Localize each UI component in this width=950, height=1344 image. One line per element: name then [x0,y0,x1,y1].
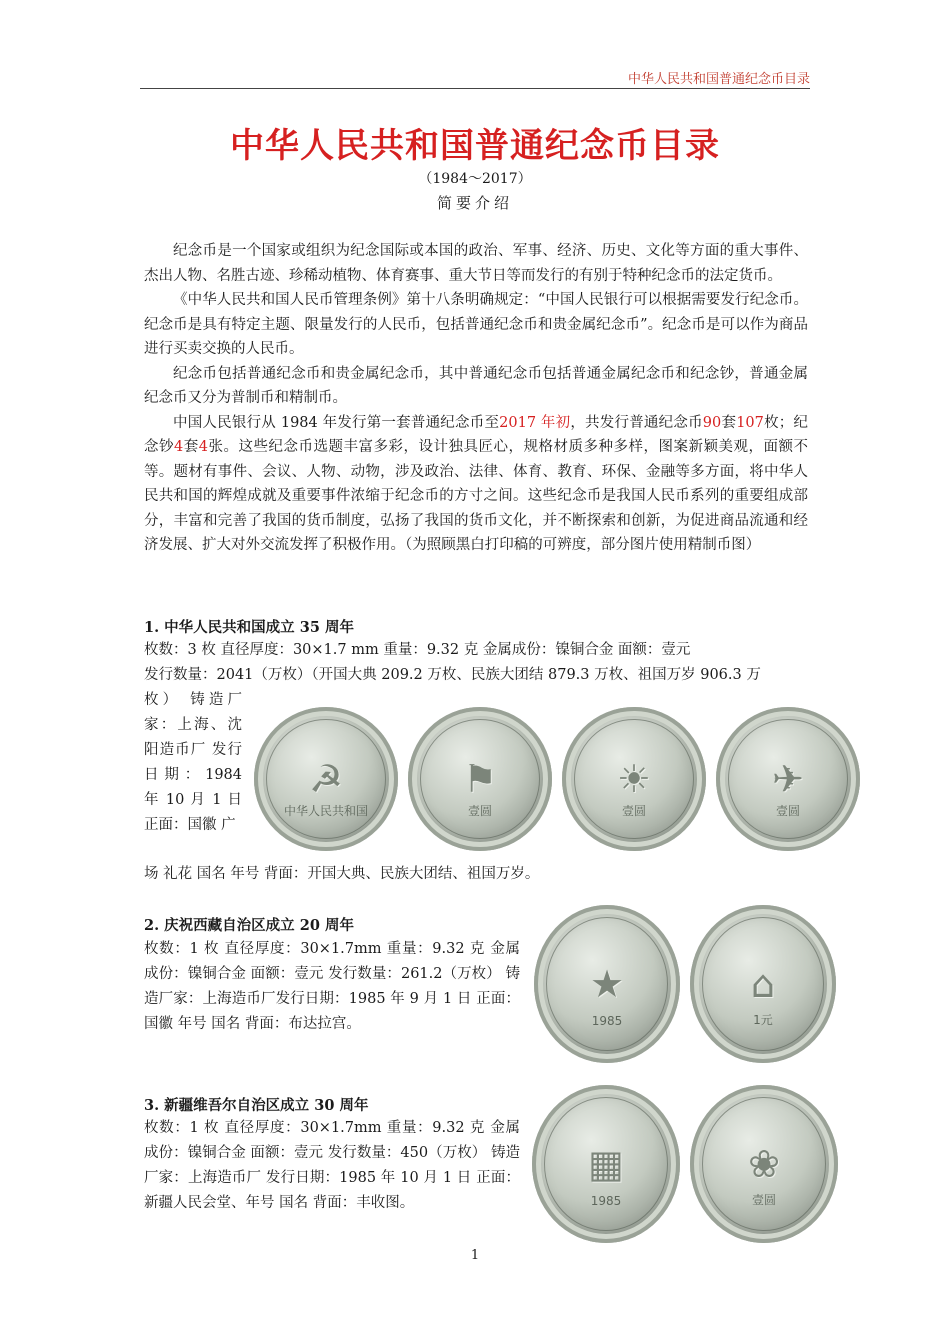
intro-paragraph-1: 纪念币是一个国家或组织为纪念国际或本国的政治、军事、经济、历史、文化等方面的重大事件、杰出人物、名胜古迹、珍稀动植物、体育赛事、重大节日等而发行的有别于特种纪念币的法定货币。 [144,243,808,284]
intro-text [144,239,808,558]
coin-image: ❀ 壹圆 [690,1085,838,1243]
intro-paragraph-3: 纪念币包括普通纪念币和贵金属纪念币，其中普通纪念币包括普通金属纪念币和纪念钞，普通金属纪念币又分为普制币和精制币。 [144,365,808,406]
intro-paragraph-2: 《中华人民共和国人民币管理条例》第十八条明确规定：“中国人民银行可以根据需要发行纪念币。纪念币是具有特定主题、限量发行的人民币，包括普通纪念币和贵金属纪念币”。纪念币是可以作为商品进行买卖交换的人民币。 [144,292,808,357]
coin-image: ☭ 中华人民共和国 [254,707,398,851]
coin-image: ★ 1985 [534,905,680,1063]
coin-image: ☀ 壹圆 [562,707,706,851]
running-header [140,68,810,89]
page-title: 中华人民共和国普通纪念币目录 [230,126,720,166]
item-2-heading: 2. 庆祝西藏自治区成立 20 周年 [144,917,354,934]
item-1-line-1: 枚数：3 枚 直径厚度：30×1.7 mm 重量：9.32 克 金属成份：镍铜合金 面额：壹元 [144,642,691,658]
item-3-heading: 3. 新疆维吾尔自治区成立 30 周年 [144,1097,369,1114]
item-1-side-text: 枚） 铸造厂家：上海、沈阳造币厂 发行日期：1984 年 10 月 1 日 正面：国徽 广 [144,692,242,833]
coin-image: ⌂ 1元 [690,905,836,1063]
item-1-heading: 1. 中华人民共和国成立 35 周年 [144,619,354,636]
section-subtitle: 简要介绍 [436,194,513,212]
coin-image: ▦ 1985 [532,1085,680,1243]
year-range: （1984～2017） [418,171,532,187]
item-1-last-line: 场 礼花 国名 年号 背面：开国大典、民族大团结、祖国万岁。 [144,866,540,882]
item-3-text: 枚数：1 枚 直径厚度：30×1.7mm 重量：9.32 克 金属成份：镍铜合金 面额：壹元 发行数量：450（万枚） 铸造厂家：上海造币厂 发行日期：1985 年 10 月 1 日 正面：新疆人民会堂、年号 国名 背面：丰收图。 [144,1120,520,1211]
coin-image: ⚑ 壹圆 [408,707,552,851]
running-title: 中华人民共和国普通纪念币目录 [627,72,810,87]
coin-image: ✈ 壹圆 [716,707,860,851]
item-1-line-2: 发行数量：2041（万枚）（开国大典 209.2 万枚、民族大团结 879.3 万枚、祖国万岁 906.3 万 [144,667,761,683]
item-2-text: 枚数：1 枚 直径厚度：30×1.7mm 重量：9.32 克 金属成份：镍铜合金 面额：壹元 发行数量：261.2（万枚） 铸造厂家：上海造币厂发行日期：1985 年 9 月 1 日 正面：国徽 年号 国名 背面：布达拉宫。 [144,941,520,1032]
page-number: 1 [470,1248,480,1263]
intro-paragraph-4: 中国人民银行从 1984 年发行第一套普通纪念币至2017 年初，共发行普通纪念币90套107枚；纪念钞4套4张。这些纪念币选题丰富多彩，设计独具匠心，规格材质多种多样，图案新颖美观，面额不等。题材有事件、会议、人物、动物，涉及政治、法律、体育、教育、环保、金融等多方面，将中华人民共和国的辉煌成就及重要事件浓缩于纪念币的方寸之间。这些纪念币是我国人民币系列的重要组成部分，丰富和完善了我国的货币制度，弘扬了我国的货币文化，并不断探索和创新，为促进商品流通和经济发展、扩大对外交流发挥了积极作用。（为照顾黑白打印稿的可辨度，部分图片使用精制币图） [144,414,809,553]
